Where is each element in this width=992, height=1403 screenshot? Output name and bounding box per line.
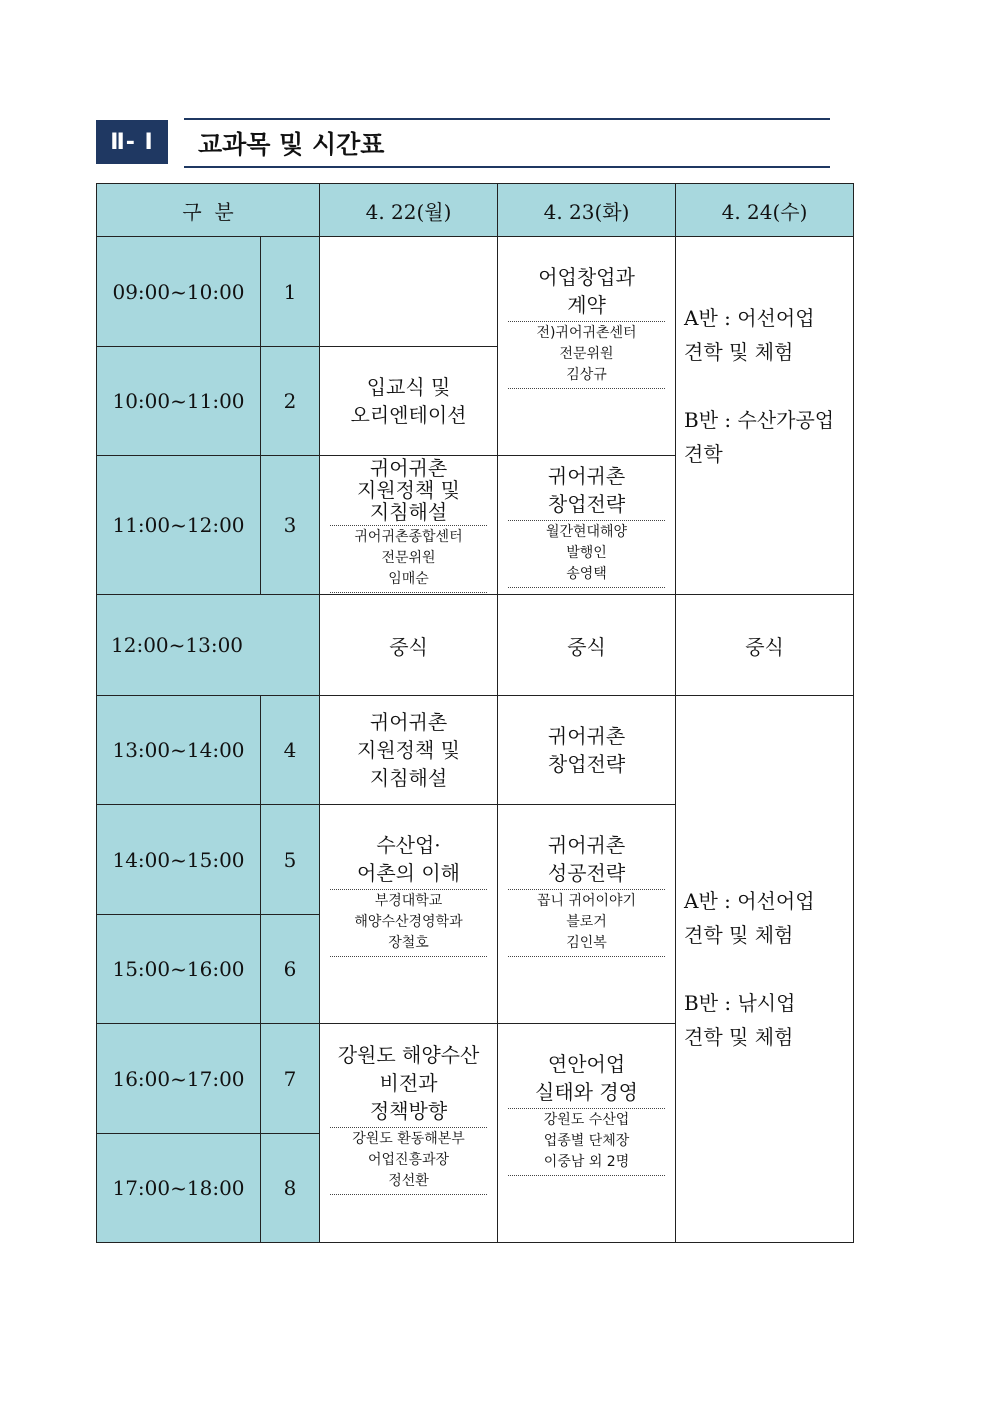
session-strategy [498, 696, 676, 805]
instructor-info [508, 520, 665, 588]
period-number: 7 [261, 1024, 320, 1134]
time-cell: 11:00~12:00 [97, 456, 261, 595]
class-a-line: 견학 및 체험 [684, 339, 794, 364]
lunch-cell: 중식 [498, 595, 676, 696]
session-title-line: 수산업· [376, 833, 441, 857]
time-cell: 10:00~11:00 [97, 347, 261, 456]
schedule-table [96, 183, 854, 1243]
period-number: 1 [261, 237, 320, 347]
session-title-line: 지원정책 및 [357, 738, 460, 762]
period-number: 2 [261, 347, 320, 456]
period-number: 5 [261, 805, 320, 915]
session-policy [320, 456, 498, 595]
instructor-line: 전문위원 [559, 346, 614, 362]
lunch-cell: 중식 [320, 595, 498, 696]
section-title-bar [184, 118, 830, 168]
header-day-mon: 4. 22(월) [320, 184, 498, 237]
instructor-line: 임매순 [388, 571, 429, 587]
session-title-line: 연안어업 [547, 1052, 626, 1076]
session-title-line: 입교식 및 [366, 375, 451, 399]
session-coastal [498, 1024, 676, 1243]
instructor-info [508, 321, 665, 389]
class-b-line: 견학 [684, 441, 723, 466]
instructor-line: 발행인 [566, 545, 607, 561]
class-b-line: B반 : 낚시업 [684, 991, 796, 1015]
instructor-line: 월간현대해양 [545, 524, 628, 540]
session-strategy [498, 456, 676, 595]
session-title-line: 정책방향 [369, 1099, 448, 1123]
session-startup [498, 237, 676, 456]
header-row [97, 184, 854, 237]
session-title-line: 비전과 [379, 1071, 438, 1095]
session-title-line: 귀어귀촌 [547, 833, 626, 857]
session-fisheries [320, 805, 498, 1024]
table-row [97, 696, 854, 805]
time-cell: 12:00~13:00 [97, 595, 320, 696]
instructor-line: 정선환 [388, 1173, 429, 1189]
session-title-line: 창업전략 [547, 492, 626, 516]
session-title-line: 지침해설 [369, 500, 448, 524]
header-day-tue: 4. 23(화) [498, 184, 676, 237]
instructor-line: 블로거 [566, 914, 607, 930]
period-number: 3 [261, 456, 320, 595]
session-title-line: 계약 [567, 293, 606, 317]
instructor-line: 전)귀어귀촌센터 [536, 325, 637, 341]
time-cell: 16:00~17:00 [97, 1024, 261, 1134]
instructor-info [330, 889, 487, 957]
section-title: 교과목 및 시간표 [198, 130, 385, 159]
time-cell: 15:00~16:00 [97, 915, 261, 1024]
instructor-line: 전문위원 [381, 550, 436, 566]
session-title-line: 오리엔테이션 [350, 403, 467, 427]
instructor-info [330, 1127, 487, 1195]
session-title-line: 강원도 해양수산 [337, 1043, 480, 1067]
session-title-line: 창업전략 [547, 752, 626, 776]
instructor-line: 꼽니 귀어이야기 [536, 893, 637, 909]
class-a-line: A반 : 어선어업 [684, 305, 815, 330]
empty-cell [320, 237, 498, 347]
instructor-line: 어업진흥과장 [367, 1152, 450, 1168]
period-number: 6 [261, 915, 320, 1024]
session-title-line: 어업창업과 [538, 265, 635, 289]
header-category: 구 분 [97, 184, 320, 237]
class-b-line: 견학 및 체험 [684, 1025, 794, 1049]
time-cell: 13:00~14:00 [97, 696, 261, 805]
session-title-line: 실태와 경영 [535, 1080, 638, 1104]
lunch-cell: 중식 [676, 595, 854, 696]
instructor-info [330, 525, 487, 593]
instructor-line: 해양수산경영학과 [354, 914, 463, 930]
instructor-line: 송영택 [566, 566, 607, 582]
class-b-line: B반 : 수산가공업 [684, 407, 835, 432]
session-success [498, 805, 676, 1024]
instructor-info [508, 1108, 665, 1176]
instructor-line: 강원도 수산업 [543, 1112, 630, 1128]
session-wed-am [676, 237, 854, 595]
table-row [97, 595, 854, 696]
instructor-line: 김인복 [566, 935, 607, 951]
session-title-line: 귀어귀촌 [547, 464, 626, 488]
session-vision [320, 1024, 498, 1243]
class-a-line: A반 : 어선어업 [684, 889, 815, 913]
class-a-line: 견학 및 체험 [684, 923, 794, 947]
session-wed-pm [676, 696, 854, 1243]
table-row [97, 237, 854, 347]
session-title-line: 어촌의 이해 [357, 861, 460, 885]
session-title-line: 성공전략 [547, 861, 626, 885]
session-orientation [320, 347, 498, 456]
session-title-line: 귀어귀촌 [547, 724, 626, 748]
time-cell: 09:00~10:00 [97, 237, 261, 347]
instructor-info [508, 889, 665, 957]
time-cell: 17:00~18:00 [97, 1134, 261, 1243]
instructor-line: 업종별 단체장 [543, 1133, 630, 1149]
instructor-line: 장철호 [388, 935, 429, 951]
session-title-line: 귀어귀촌 [369, 456, 448, 480]
session-title-line: 지침해설 [369, 766, 448, 790]
session-policy [320, 696, 498, 805]
session-title-line: 귀어귀촌 [369, 710, 448, 734]
section-badge: Ⅱ- Ⅰ [96, 120, 168, 164]
header-day-wed: 4. 24(수) [676, 184, 854, 237]
period-number: 8 [261, 1134, 320, 1243]
instructor-line: 강원도 환동해본부 [352, 1131, 465, 1147]
period-number: 4 [261, 696, 320, 805]
instructor-line: 부경대학교 [374, 893, 443, 909]
session-title-line: 지원정책 및 [357, 478, 460, 502]
instructor-line: 김상규 [566, 367, 607, 383]
time-cell: 14:00~15:00 [97, 805, 261, 915]
instructor-line: 이중남 외 2명 [543, 1154, 630, 1170]
instructor-line: 귀어귀촌종합센터 [354, 529, 463, 545]
